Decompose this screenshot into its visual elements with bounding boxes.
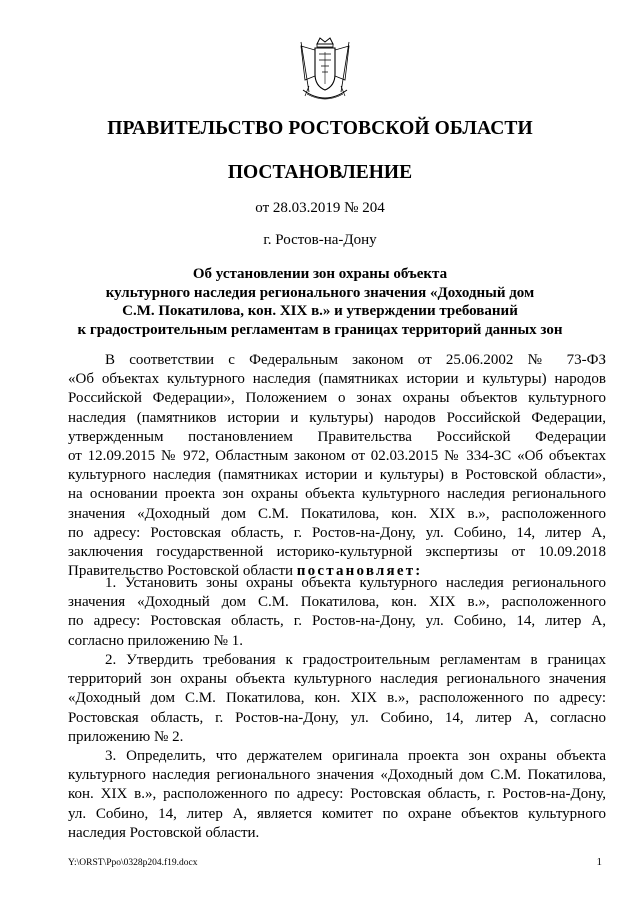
preamble-line: «Об объектах культурного наследия (памятниках истории и культуры) народов <box>68 371 606 388</box>
preamble <box>68 351 606 581</box>
item-line: ул. Собино, 14, литер А, является комитет по охране объектов культурного <box>68 805 606 822</box>
item-line: значения «Доходный дом С.М. Покатилова, кон. XIX в.», расположенного <box>68 594 606 611</box>
item-line: «Доходный дом С.М. Покатилова, кон. XIX в.», расположенного по адресу: <box>68 690 606 707</box>
document-type: ПОСТАНОВЛЕНИЕ <box>227 162 413 183</box>
preamble-line: на основании проекта зон охраны объекта культурного наследия регионального <box>68 486 606 503</box>
subject-line: Об установлении зон охраны объекта <box>192 266 448 282</box>
resolution-item-2 <box>68 651 606 747</box>
document-subject <box>60 265 580 339</box>
preamble-line: по адресу: Ростовская область, г. Ростов-на-Дону, ул. Собино, 14, литер А, <box>68 524 606 541</box>
item-line: по адресу: Ростовская область, г. Ростов-на-Дону, ул. Собино, 14, литер А, <box>68 613 606 630</box>
item-line: приложению № 2. <box>68 728 184 745</box>
preamble-line: В соответствии с Федеральным законом от 25.06.2002 № 73-ФЗ <box>105 352 606 368</box>
item-line: 3. Определить, что держателем оригинала проекта зон охраны объекта <box>105 748 606 764</box>
item-line: 2. Утвердить требования к градостроительным регламентам в границах <box>105 652 606 668</box>
item-line: кон. XIX в.», расположенного по адресу: Ростовская область, г. Ростов-на-Дону, <box>68 786 606 803</box>
subject-line: С.М. Покатилова, кон. XIX в.» и утверждении требований <box>122 303 518 319</box>
item-line: территорий зон охраны объекта культурного наследия регионального значения <box>68 671 606 688</box>
preamble-line: Российской Федерации», Положением о зонах охраны объектов культурного <box>68 390 606 407</box>
resolution-item-1 <box>68 574 606 651</box>
item-line: 1. Установить зоны охраны объекта культурного наследия регионального <box>105 575 606 591</box>
subject-line: культурного наследия регионального значения «Доходный дом <box>105 284 535 301</box>
footer-file-path: Y:\ORST\Ppo\0328p204.f19.docx <box>68 858 198 868</box>
subject-line: к градостроительным регламентам в границах территорий данных зон <box>77 321 563 338</box>
resolves-word: постановляет: <box>296 563 423 580</box>
preamble-line: наследия (памятников истории и культуры) народов Российской Федерации, <box>68 409 606 426</box>
preamble-last-text: Правительство Ростовской области <box>68 563 294 580</box>
rostov-coat-of-arms-icon <box>295 36 355 108</box>
preamble-line: значения «Доходный дом С.М. Покатилова, кон. XIX в.», расположенного <box>68 505 606 522</box>
preamble-line: культурного наследия (памятниках истории и культуры) в Ростовской области», <box>68 467 606 484</box>
item-line: наследия Ростовской области. <box>68 824 260 841</box>
page-number: 1 <box>596 856 602 868</box>
document-city: г. Ростов-на-Дону <box>263 232 377 248</box>
resolution-item-3 <box>68 747 606 843</box>
item-line: Ростовская область, г. Ростов-на-Дону, ул. Собино, 14, литер А, согласно <box>68 709 606 726</box>
item-line: культурного наследия регионального значения «Доходный дом С.М. Покатилова, <box>68 767 606 784</box>
preamble-line: утвержденным постановлением Правительства Российской Федерации <box>68 428 606 445</box>
document-date-number: от 28.03.2019 № 204 <box>255 200 385 216</box>
item-line: согласно приложению № 1. <box>68 632 243 649</box>
government-title: ПРАВИТЕЛЬСТВО РОСТОВСКОЙ ОБЛАСТИ <box>107 118 533 139</box>
preamble-line: заключения государственной историко-культурной экспертизы от 10.09.2018 <box>68 543 606 560</box>
preamble-line: от 12.09.2015 № 972, Областным законом от 02.03.2015 № 334-ЗС «Об объектах <box>68 447 606 464</box>
